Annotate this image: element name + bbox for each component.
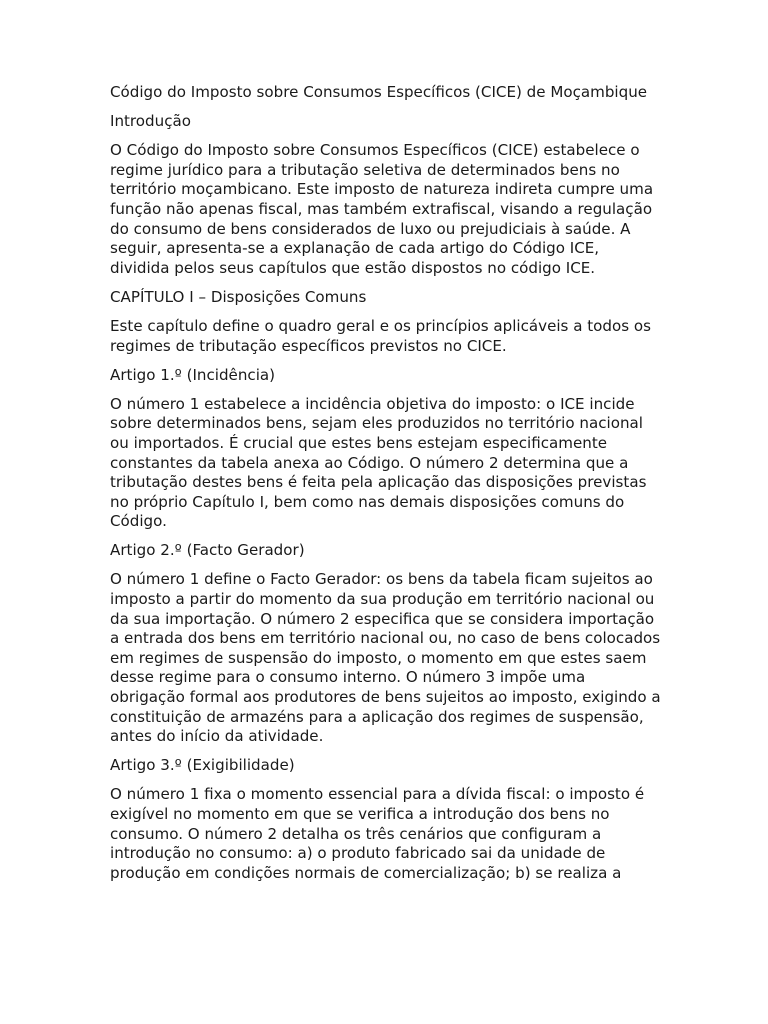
article-2-heading: Artigo 2.º (Facto Gerador) [110, 541, 305, 560]
chapter-1-heading: CAPÍTULO I – Disposições Comuns [110, 287, 367, 306]
document-title: Código do Imposto sobre Consumos Específicos (CICE) de Moçambique [110, 83, 648, 101]
article-1-heading: Artigo 1.º (Incidência) [110, 365, 276, 384]
article-3-heading: Artigo 3.º (Exigibilidade) [110, 756, 295, 775]
introduction-paragraph: O Código do Imposto sobre Consumos Específicos (CICE) estabelece o regime jurídico para a tributação seletiva de determinados bens no território moçambicano. Este imposto de natureza indireta cumpre uma função não apenas fiscal, mas também extrafiscal, visando a regulação do consumo de bens considerados de luxo ou prejudiciais à saúde. A seguir, apresenta-se a explanação de cada artigo do Código ICE, dividida pelos seus capítulos que estão dispostos no código ICE. [110, 141, 654, 277]
article-1-paragraph: O número 1 estabelece a incidência objetiva do imposto: o ICE incide sobre determinados bens, sejam eles produzidos no território nacional ou importados. É crucial que estes bens estejam especificamente constantes da tabela anexa ao Código. O número 2 determina que a tributação destes bens é feita pela aplicação das disposições previstas no próprio Capítulo I, bem como nas demais disposições comuns do Código. [110, 394, 647, 531]
chapter-1-paragraph: Este capítulo define o quadro geral e os princípios aplicáveis a todos os regimes de tributação específicos previstos no CICE. [110, 316, 651, 355]
introduction-heading: Introdução [110, 112, 191, 131]
article-2-paragraph: O número 1 define o Facto Gerador: os bens da tabela ficam sujeitos ao imposto a partir do momento da sua produção em território nacional ou da sua importação. O número 2 especifica que se considera importação a entrada dos bens em território nacional ou, no caso de bens colocados em regimes de suspensão do imposto, o momento em que estes saem desse regime para o consumo interno. O número 3 impõe uma obrigação formal aos produtores de bens sujeitos ao imposto, exigindo a constituição de armazéns para a aplicação dos regimes de suspensão, antes do início da atividade. [110, 570, 661, 746]
article-3-paragraph: O número 1 fixa o momento essencial para a dívida fiscal: o imposto é exigível no momento em que se verifica a introdução dos bens no consumo. O número 2 detalha os três cenários que configuram a introdução no consumo: a) o produto fabricado sai da unidade de produção em condições normais de comercialização; b) se realiza a [110, 785, 645, 882]
document-page [110, 83, 662, 893]
